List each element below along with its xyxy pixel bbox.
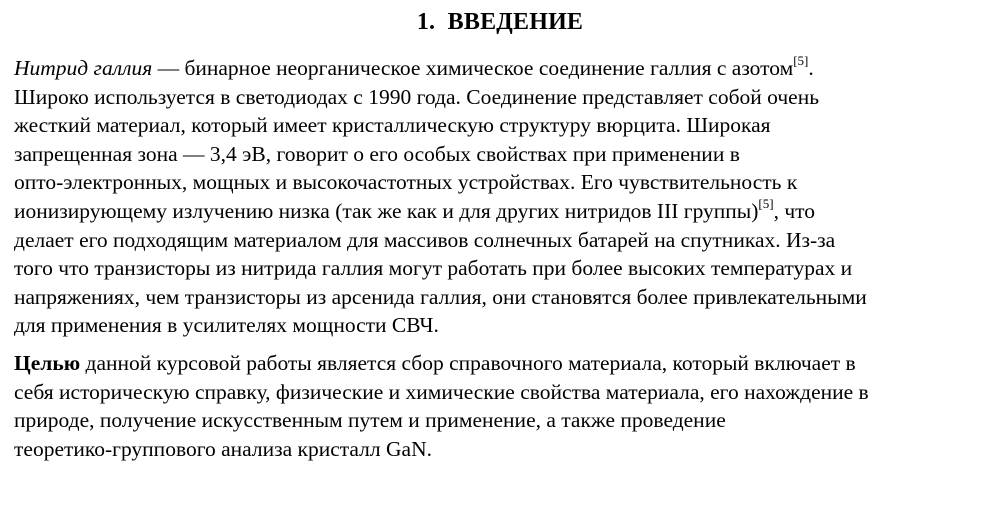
text-fragment: , что [773, 198, 816, 223]
text-line: для применения в усилителях мощности СВЧ. [14, 313, 439, 338]
section-title: ВВЕДЕНИЕ [447, 9, 584, 35]
text-fragment: . [808, 56, 814, 80]
text-line: жесткий материал, который имеет кристаллическую структуру вюрцита. Широкая [14, 113, 771, 138]
section-number: 1. [416, 9, 436, 35]
text-fragment: ионизирующему излучению низка (так же как и для других нитридов III группы) [14, 198, 759, 223]
text-line: запрещенная зона — 3,4 эВ, говорит о его особых свойствах при применении в [14, 141, 740, 166]
text-line [14, 349, 986, 378]
reference-superscript: [5] [793, 52, 809, 68]
text-line [14, 54, 986, 83]
text-line: того что транзисторы из нитрида галлия могут работать при более высоких температурах и [14, 256, 853, 281]
reference-superscript: [5] [758, 195, 774, 211]
text-fragment: данной курсовой работы является сбор справочного материала, который включает в [80, 350, 856, 375]
text-line: напряжениях, чем транзисторы из арсенида галлия, они становятся более привлекательными [14, 284, 867, 309]
text-line: опто-электронных, мощных и высокочастотных устройствах. Его чувствительность к [14, 170, 798, 195]
text-fragment: — бинарное неорганическое химическое соединение галлия с азотом [152, 56, 794, 80]
text-line: себя историческую справку, физические и химические свойства материала, его нахождение в [14, 379, 869, 404]
text-line: теоретико-группового анализа кристалл GaN. [14, 436, 432, 461]
section-heading [14, 0, 986, 44]
text-line: делает его подходящим материалом для массивов солнечных батарей на спутниках. Из-за [14, 227, 836, 252]
goal-keyword: Целью [14, 350, 81, 375]
text-line: Широко используется в светодиодах с 1990 года. Соединение представляет собой очень [14, 84, 820, 109]
intro-paragraph [14, 54, 986, 340]
text-line: природе, получение искусственным путем и применение, а также проведение [14, 408, 726, 433]
goal-paragraph [14, 349, 986, 463]
text-line [14, 197, 986, 226]
term-gallium-nitride: Нитрид галлия [14, 56, 153, 80]
